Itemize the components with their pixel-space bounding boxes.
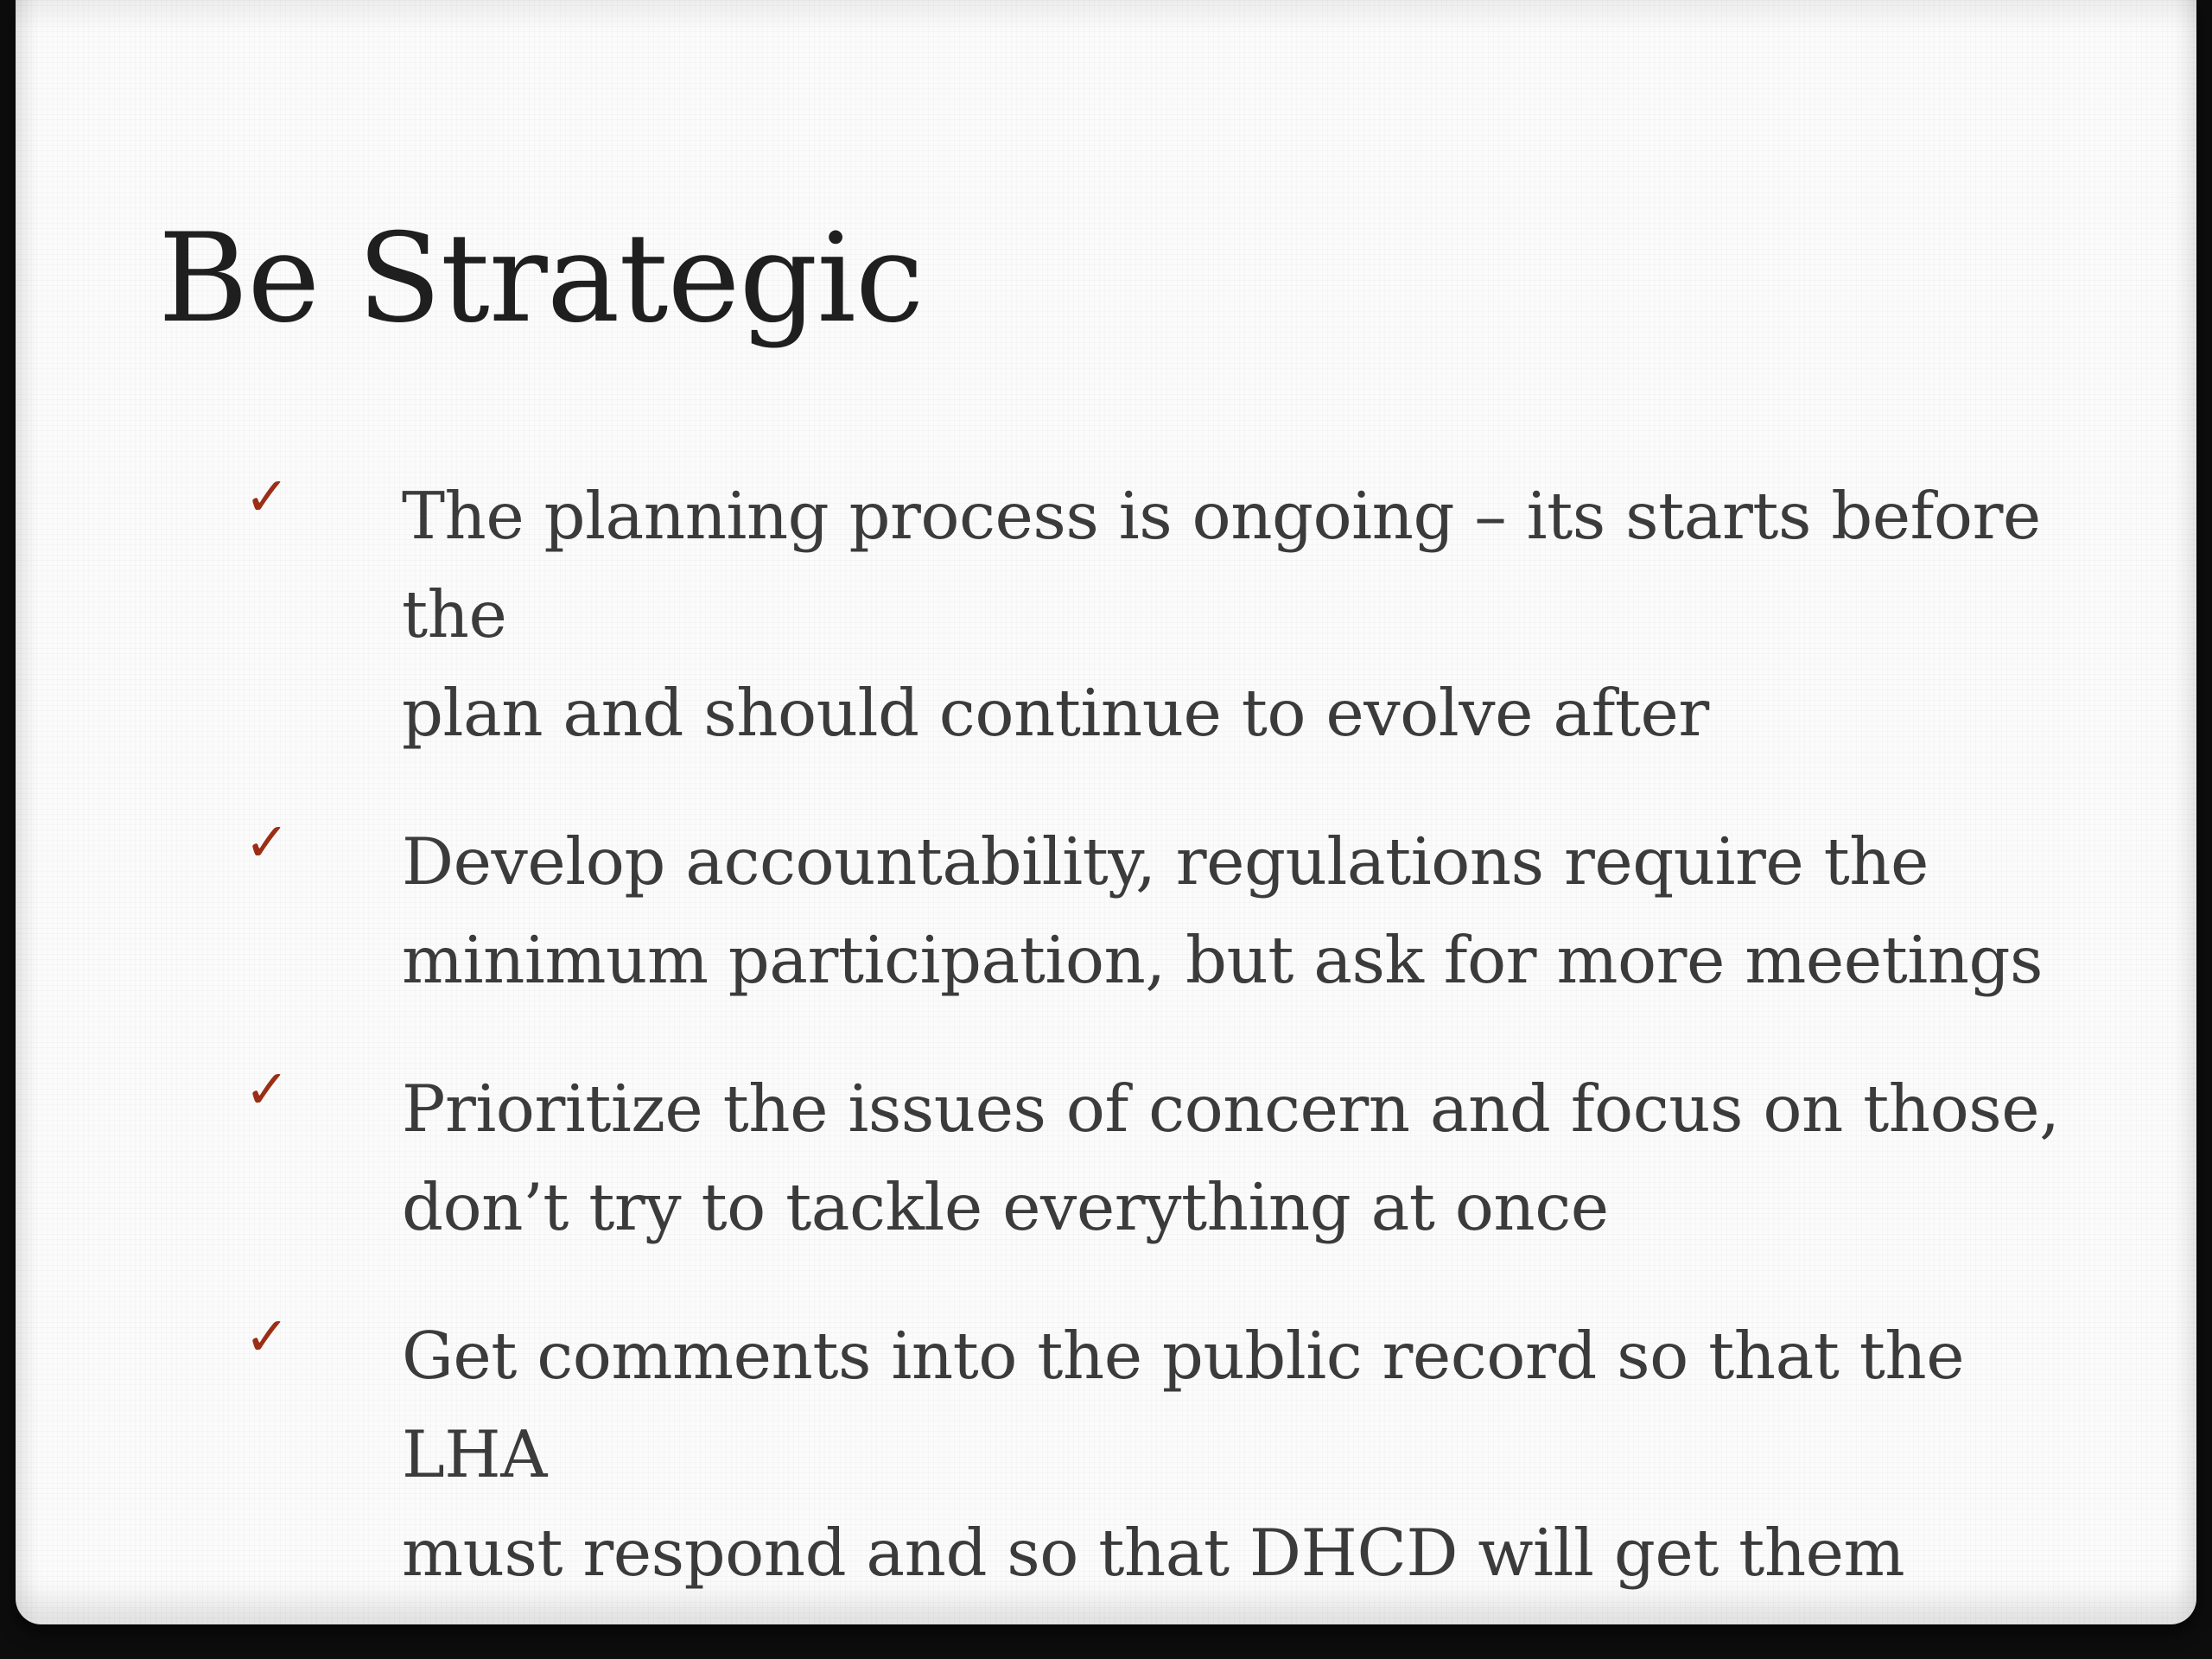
bullet-item (232, 1306, 2098, 1602)
check-mark-icon: ✓ (245, 465, 289, 528)
slide-left-shade (16, 0, 38, 1624)
slide-top-shade (16, 0, 2196, 31)
bullet-item (232, 1059, 2098, 1256)
bullet-text: Get comments into the public record so that the LHA must respond and so that DHCD will get them (402, 1318, 1965, 1591)
bullet-item (232, 812, 2098, 1009)
slide-right-shade (2174, 0, 2196, 1624)
bullet-text: Develop accountability, regulations require the minimum participation, but ask for more meetings (402, 823, 2044, 998)
bullet-item (232, 467, 2098, 762)
slide-title: Be Strategic (158, 207, 924, 350)
bullet-list (232, 467, 2098, 1624)
check-mark-icon: ✓ (245, 1058, 289, 1121)
slide (16, 0, 2196, 1624)
bullet-text: Prioritize the issues of concern and focus on those, don’t try to tackle everything at once (402, 1071, 2060, 1245)
bullet-text: The planning process is ongoing – its starts before the plan and should continue to evolve after (402, 478, 2041, 751)
check-mark-icon: ✓ (245, 810, 289, 874)
check-mark-icon: ✓ (245, 1305, 289, 1368)
